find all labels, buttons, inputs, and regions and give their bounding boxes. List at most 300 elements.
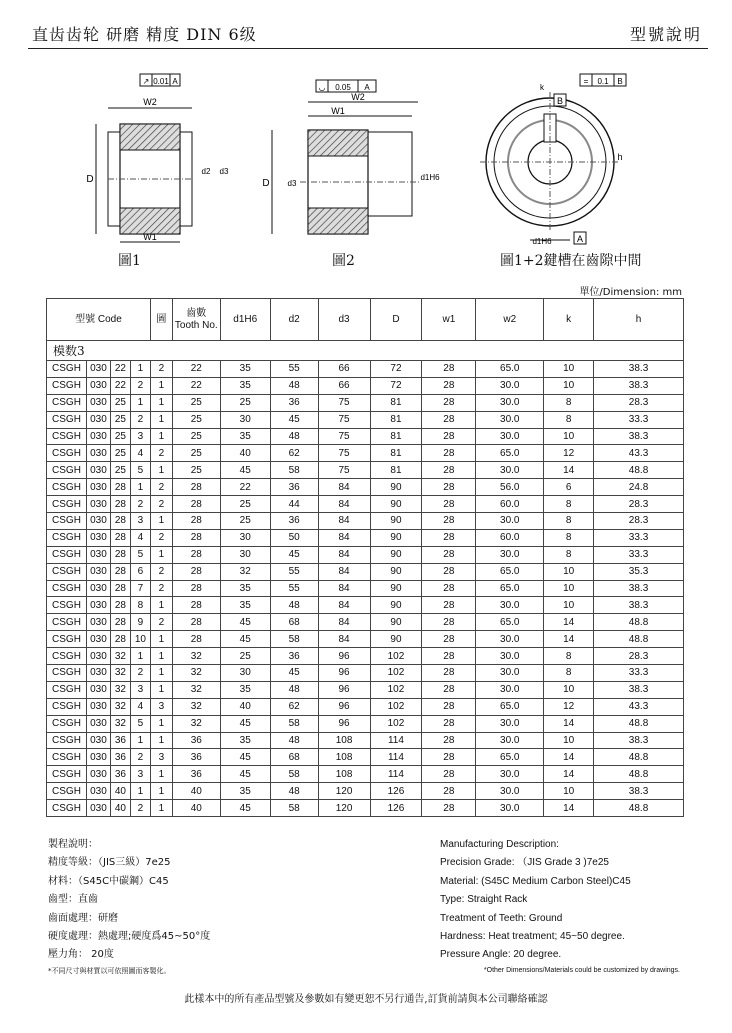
table-cell: 40: [172, 800, 220, 817]
table-cell: 25: [172, 428, 220, 445]
table-cell: 48: [270, 597, 318, 614]
col-d2: d2: [270, 299, 318, 341]
table-cell: 84: [318, 529, 370, 546]
table-cell: CSGH: [47, 783, 87, 800]
table-cell: 30.0: [476, 428, 544, 445]
fig2-w2-label: W2: [351, 92, 365, 102]
table-row: [47, 597, 684, 614]
table-cell: CSGH: [47, 665, 87, 682]
table-cell: 1: [150, 377, 172, 394]
table-cell: 45: [270, 665, 318, 682]
table-cell: 30: [220, 546, 270, 563]
table-cell: 5: [130, 715, 150, 732]
table-cell: 30.0: [476, 648, 544, 665]
table-cell: 35: [220, 428, 270, 445]
table-row: [47, 445, 684, 462]
table-cell: 10: [544, 563, 594, 580]
table-cell: 28: [422, 479, 476, 496]
table-cell: 30.0: [476, 597, 544, 614]
table-cell: 65.0: [476, 614, 544, 631]
table-cell: CSGH: [47, 529, 87, 546]
table-cell: 30.0: [476, 800, 544, 817]
table-cell: 28: [422, 783, 476, 800]
table-cell: 35: [220, 597, 270, 614]
table-cell: 22: [172, 361, 220, 378]
table-cell: 14: [544, 614, 594, 631]
table-cell: 32: [172, 648, 220, 665]
table-cell: 030: [86, 428, 110, 445]
table-cell: CSGH: [47, 361, 87, 378]
table-cell: 8: [544, 546, 594, 563]
table-cell: 030: [86, 800, 110, 817]
table-cell: 120: [318, 783, 370, 800]
table-cell: 28: [422, 563, 476, 580]
table-cell: CSGH: [47, 715, 87, 732]
note-en: Manufacturing Description:: [440, 839, 559, 850]
table-cell: 32: [110, 715, 130, 732]
table-cell: 114: [370, 766, 422, 783]
table-cell: 28: [172, 529, 220, 546]
table-cell: CSGH: [47, 563, 87, 580]
table-cell: 14: [544, 715, 594, 732]
table-cell: 25: [220, 394, 270, 411]
table-cell: 1: [130, 648, 150, 665]
table-cell: 8: [544, 529, 594, 546]
note-zh: 材料：（S45C中碳鋼）C45: [48, 875, 169, 887]
table-cell: 28: [422, 462, 476, 479]
table-row: [47, 648, 684, 665]
figure-2-label: 圖2: [332, 253, 355, 269]
table-cell: 1: [150, 800, 172, 817]
table-cell: 3: [150, 749, 172, 766]
table-cell: 030: [86, 462, 110, 479]
table-cell: 81: [370, 428, 422, 445]
table-cell: 1: [150, 766, 172, 783]
table-row: [47, 361, 684, 378]
table-cell: 030: [86, 513, 110, 530]
tol3-datum: B: [617, 77, 623, 86]
table-cell: 60.0: [476, 529, 544, 546]
table-cell: 43.3: [594, 445, 684, 462]
table-cell: CSGH: [47, 411, 87, 428]
table-cell: 28: [422, 665, 476, 682]
table-cell: 45: [220, 614, 270, 631]
table-cell: 28.3: [594, 513, 684, 530]
table-cell: 60.0: [476, 496, 544, 513]
table-cell: 40: [220, 445, 270, 462]
table-cell: 48: [270, 377, 318, 394]
table-cell: 10: [544, 597, 594, 614]
table-cell: 28: [422, 428, 476, 445]
table-cell: 36: [270, 648, 318, 665]
tol3-value: 0.1: [597, 77, 609, 86]
table-cell: 28: [422, 800, 476, 817]
table-cell: 38.3: [594, 428, 684, 445]
table-cell: 5: [130, 462, 150, 479]
table-cell: 56.0: [476, 479, 544, 496]
table-cell: 48.8: [594, 766, 684, 783]
table-cell: 1: [150, 411, 172, 428]
fig3-h-label: h: [617, 152, 623, 162]
table-cell: 030: [86, 631, 110, 648]
table-cell: 25: [220, 496, 270, 513]
tol3-symbol: =: [583, 77, 589, 86]
table-cell: 1: [150, 394, 172, 411]
table-cell: 28: [110, 563, 130, 580]
table-row: [47, 715, 684, 732]
table-row: [47, 732, 684, 749]
table-row: [47, 614, 684, 631]
table-cell: 1: [150, 783, 172, 800]
table-cell: 3: [130, 681, 150, 698]
table-cell: 14: [544, 766, 594, 783]
table-cell: 58: [270, 800, 318, 817]
table-cell: 1: [130, 783, 150, 800]
table-cell: 2: [130, 411, 150, 428]
table-cell: 81: [370, 394, 422, 411]
table-cell: 32: [110, 648, 130, 665]
table-cell: 5: [130, 546, 150, 563]
table-cell: 10: [544, 428, 594, 445]
table-cell: 8: [544, 665, 594, 682]
table-cell: 30.0: [476, 411, 544, 428]
table-cell: 66: [318, 361, 370, 378]
table-cell: 25: [172, 445, 220, 462]
table-cell: 1: [130, 479, 150, 496]
table-cell: 36: [110, 766, 130, 783]
table-cell: 2: [130, 749, 150, 766]
fig1-d2-label: d2: [201, 167, 211, 176]
table-row: [47, 631, 684, 648]
col-code: 型號 Code: [47, 299, 151, 341]
table-cell: 81: [370, 462, 422, 479]
table-cell: 28: [422, 648, 476, 665]
table-cell: 10: [544, 681, 594, 698]
table-cell: 2: [130, 800, 150, 817]
table-cell: 28: [422, 361, 476, 378]
table-cell: 75: [318, 445, 370, 462]
table-cell: 58: [270, 766, 318, 783]
table-cell: 38.3: [594, 681, 684, 698]
table-row: [47, 698, 684, 715]
table-cell: CSGH: [47, 445, 87, 462]
table-row: [47, 800, 684, 817]
table-cell: 90: [370, 563, 422, 580]
table-cell: CSGH: [47, 377, 87, 394]
table-cell: 30.0: [476, 715, 544, 732]
table-cell: 32: [172, 681, 220, 698]
table-cell: 35: [220, 361, 270, 378]
table-cell: 1: [130, 394, 150, 411]
table-cell: 030: [86, 496, 110, 513]
table-cell: 35.3: [594, 563, 684, 580]
table-cell: 8: [544, 513, 594, 530]
table-cell: 38.3: [594, 580, 684, 597]
col-d1: d1H6: [220, 299, 270, 341]
table-cell: 10: [544, 580, 594, 597]
group-row: [47, 341, 684, 361]
table-cell: 65.0: [476, 445, 544, 462]
table-cell: 36: [110, 749, 130, 766]
module-group-label: 模数3: [47, 341, 684, 361]
table-cell: 55: [270, 563, 318, 580]
unit-label: 單位/Dimension: mm: [579, 287, 682, 298]
table-cell: 30.0: [476, 394, 544, 411]
note-zh: 精度等級：（JIS三級）7e25: [48, 857, 171, 869]
table-cell: 12: [544, 445, 594, 462]
tol2-value: 0.05: [335, 83, 351, 92]
table-cell: 28: [110, 631, 130, 648]
table-cell: 45: [220, 631, 270, 648]
table-cell: 3: [130, 428, 150, 445]
fig3-k-label: k: [540, 83, 544, 92]
table-cell: 75: [318, 411, 370, 428]
table-cell: 28: [172, 631, 220, 648]
table-cell: 48: [270, 681, 318, 698]
table-cell: 14: [544, 800, 594, 817]
table-cell: 2: [150, 361, 172, 378]
table-cell: 25: [220, 648, 270, 665]
table-row: [47, 377, 684, 394]
table-row: [47, 411, 684, 428]
table-row: [47, 546, 684, 563]
table-cell: 030: [86, 597, 110, 614]
table-cell: 1: [130, 361, 150, 378]
table-cell: 28: [110, 597, 130, 614]
table-cell: 45: [220, 766, 270, 783]
table-row: [47, 766, 684, 783]
table-cell: 030: [86, 411, 110, 428]
table-cell: 38.3: [594, 377, 684, 394]
fig2-d1-label: d1H6: [420, 173, 440, 182]
table-cell: 35: [220, 732, 270, 749]
table-cell: 22: [172, 377, 220, 394]
table-cell: 28: [422, 597, 476, 614]
table-cell: 30.0: [476, 681, 544, 698]
table-cell: 030: [86, 648, 110, 665]
table-cell: 65.0: [476, 563, 544, 580]
table-cell: 28: [172, 546, 220, 563]
table-cell: 28.3: [594, 394, 684, 411]
table-cell: 28: [422, 698, 476, 715]
table-cell: 72: [370, 361, 422, 378]
fig1-w1-label: W1: [143, 232, 157, 242]
table-cell: 7: [130, 580, 150, 597]
table-cell: 90: [370, 496, 422, 513]
table-cell: 4: [130, 529, 150, 546]
page-title: 直齿齿轮 研磨 精度 DIN 6级: [32, 25, 257, 44]
table-cell: 3: [130, 513, 150, 530]
table-cell: 96: [318, 715, 370, 732]
table-cell: 1: [150, 681, 172, 698]
footnote-english: *Other Dimensions/Materials could be customized by drawings.: [483, 967, 680, 974]
table-cell: 2: [150, 580, 172, 597]
table-cell: 58: [270, 715, 318, 732]
tol2-symbol: ◡: [318, 83, 326, 92]
table-cell: 38.3: [594, 732, 684, 749]
note-zh: 壓力角： 20度: [48, 949, 114, 961]
table-cell: 3: [150, 698, 172, 715]
table-cell: 36: [172, 749, 220, 766]
table-cell: 030: [86, 665, 110, 682]
table-cell: 48.8: [594, 614, 684, 631]
note-en: Type: Straight Rack: [440, 894, 528, 906]
table-cell: 28: [110, 479, 130, 496]
table-cell: 48.8: [594, 715, 684, 732]
tol1-symbol: ↗: [142, 77, 150, 86]
table-cell: 4: [130, 445, 150, 462]
table-cell: 102: [370, 698, 422, 715]
table-cell: 90: [370, 597, 422, 614]
table-cell: 28: [110, 546, 130, 563]
note-en: Precision Grade: （JIS Grade 3 )7e25: [440, 857, 609, 869]
table-cell: 030: [86, 563, 110, 580]
table-row: [47, 513, 684, 530]
note-en: Hardness: Heat treatment; 45~50 degree.: [440, 931, 625, 943]
table-cell: 030: [86, 394, 110, 411]
table-cell: 2: [150, 563, 172, 580]
table-cell: 40: [172, 783, 220, 800]
table-cell: 28: [422, 614, 476, 631]
table-cell: 25: [110, 462, 130, 479]
table-cell: CSGH: [47, 597, 87, 614]
table-cell: 2: [150, 496, 172, 513]
table-cell: 25: [110, 428, 130, 445]
table-cell: 30.0: [476, 377, 544, 394]
table-cell: 8: [130, 597, 150, 614]
table-cell: 68: [270, 749, 318, 766]
table-cell: 30.0: [476, 732, 544, 749]
table-cell: 1: [150, 546, 172, 563]
table-cell: 28: [422, 377, 476, 394]
table-cell: 030: [86, 749, 110, 766]
table-cell: 1: [150, 665, 172, 682]
table-cell: 28: [422, 631, 476, 648]
col-w2: w2: [476, 299, 544, 341]
table-cell: 28: [422, 749, 476, 766]
table-cell: 48.8: [594, 462, 684, 479]
table-cell: 28: [422, 681, 476, 698]
table-cell: 96: [318, 665, 370, 682]
table-cell: 28: [172, 479, 220, 496]
table-cell: 96: [318, 698, 370, 715]
table-cell: 030: [86, 445, 110, 462]
table-cell: 030: [86, 698, 110, 715]
table-cell: 96: [318, 648, 370, 665]
col-h: h: [594, 299, 684, 341]
table-cell: 81: [370, 445, 422, 462]
table-cell: 45: [270, 546, 318, 563]
table-cell: 1: [150, 428, 172, 445]
table-cell: CSGH: [47, 614, 87, 631]
table-cell: 50: [270, 529, 318, 546]
table-cell: 22: [110, 361, 130, 378]
table-cell: 75: [318, 394, 370, 411]
technical-drawings: [60, 62, 680, 277]
table-cell: 75: [318, 462, 370, 479]
table-cell: 48.8: [594, 800, 684, 817]
table-cell: 90: [370, 614, 422, 631]
table-cell: 030: [86, 681, 110, 698]
table-cell: 32: [172, 698, 220, 715]
table-cell: 8: [544, 496, 594, 513]
table-cell: 38.3: [594, 783, 684, 800]
table-cell: 28: [422, 580, 476, 597]
disclaimer: 此樣本中的所有產品型號及參數如有變更恕不另行通告,訂貨前請與本公司聯絡確認: [184, 994, 548, 1005]
table-cell: 84: [318, 614, 370, 631]
table-cell: 28: [422, 513, 476, 530]
table-cell: CSGH: [47, 800, 87, 817]
table-cell: 33.3: [594, 546, 684, 563]
table-cell: 40: [220, 698, 270, 715]
table-cell: 58: [270, 631, 318, 648]
table-cell: CSGH: [47, 496, 87, 513]
table-cell: 030: [86, 732, 110, 749]
table-cell: CSGH: [47, 479, 87, 496]
table-cell: 030: [86, 580, 110, 597]
table-cell: 90: [370, 631, 422, 648]
figure-1-drawing: [86, 74, 229, 242]
table-cell: 030: [86, 614, 110, 631]
table-cell: 1: [150, 715, 172, 732]
table-cell: 10: [130, 631, 150, 648]
note-zh: 製程說明：: [48, 839, 98, 850]
table-cell: 25: [172, 411, 220, 428]
table-cell: 30.0: [476, 665, 544, 682]
table-cell: 102: [370, 648, 422, 665]
table-cell: 1: [150, 631, 172, 648]
table-cell: 32: [172, 715, 220, 732]
table-cell: 3: [130, 766, 150, 783]
table-cell: CSGH: [47, 648, 87, 665]
fig1-d3-label: d3: [219, 167, 229, 176]
fig3-A-label: A: [576, 234, 584, 244]
figure-1-label: 圖1: [118, 253, 141, 269]
table-cell: 102: [370, 665, 422, 682]
table-row: [47, 462, 684, 479]
notes-chinese: [48, 836, 210, 965]
table-cell: 25: [110, 411, 130, 428]
table-cell: 22: [110, 377, 130, 394]
page-header: [28, 20, 708, 50]
table-cell: 30: [220, 529, 270, 546]
table-cell: 030: [86, 479, 110, 496]
table-cell: 30: [220, 665, 270, 682]
table-cell: 38.3: [594, 361, 684, 378]
table-row: [47, 496, 684, 513]
table-cell: CSGH: [47, 732, 87, 749]
table-cell: 28: [110, 513, 130, 530]
table-cell: 030: [86, 361, 110, 378]
table-cell: 65.0: [476, 749, 544, 766]
table-cell: 44: [270, 496, 318, 513]
table-cell: 62: [270, 445, 318, 462]
table-cell: 1: [150, 732, 172, 749]
table-cell: 84: [318, 546, 370, 563]
tol2-datum: A: [364, 83, 370, 92]
table-cell: 68: [270, 614, 318, 631]
table-cell: 28: [422, 529, 476, 546]
spec-table: [46, 298, 684, 817]
table-cell: 90: [370, 529, 422, 546]
table-cell: 35: [220, 377, 270, 394]
fig3-B-label: B: [556, 96, 564, 106]
table-row: [47, 681, 684, 698]
table-cell: 90: [370, 580, 422, 597]
col-d3: d3: [318, 299, 370, 341]
table-cell: 48: [270, 732, 318, 749]
table-cell: 14: [544, 631, 594, 648]
